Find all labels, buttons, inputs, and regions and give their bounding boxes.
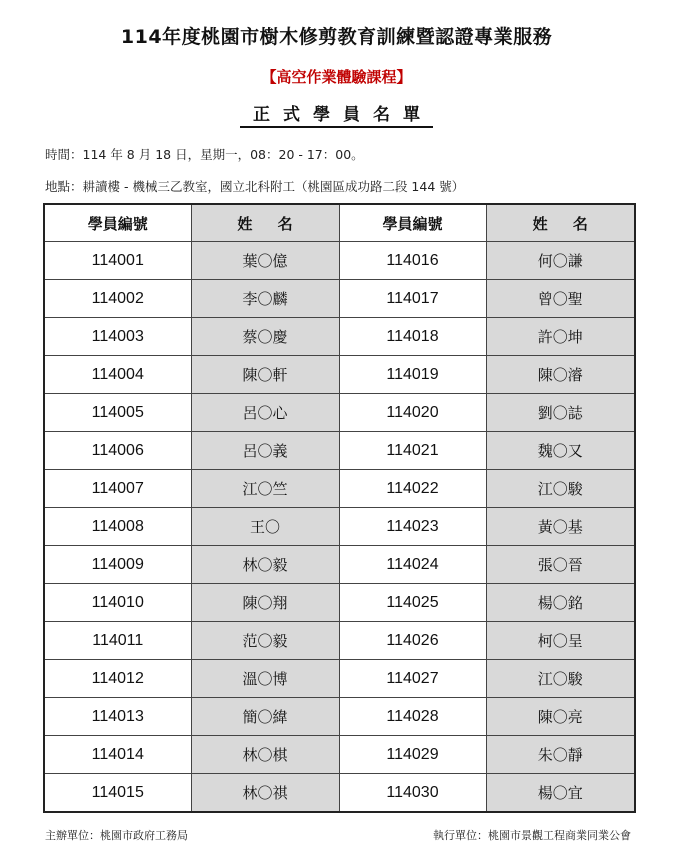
student-name-cell: 江〇駿	[486, 660, 635, 698]
table-header-row	[44, 204, 635, 242]
table-row	[44, 546, 635, 584]
student-id-cell: 114026	[339, 622, 486, 660]
student-name-cell: 江〇駿	[486, 470, 635, 508]
student-name-cell: 魏〇又	[486, 432, 635, 470]
student-id-cell: 114024	[339, 546, 486, 584]
student-id-cell: 114015	[44, 774, 191, 813]
document-title: 114年度桃園市樹木修剪教育訓練暨認證專業服務	[120, 26, 553, 48]
table-row	[44, 660, 635, 698]
student-id-cell: 114016	[339, 242, 486, 280]
student-id-cell: 114014	[44, 736, 191, 774]
student-id-cell: 114004	[44, 356, 191, 394]
student-id-cell: 114006	[44, 432, 191, 470]
table-row	[44, 394, 635, 432]
student-name-cell: 楊〇銘	[486, 584, 635, 622]
student-name-cell: 陳〇翔	[191, 584, 339, 622]
student-name-cell: 呂〇義	[191, 432, 339, 470]
student-name-cell: 許〇坤	[486, 318, 635, 356]
table-row	[44, 356, 635, 394]
table-row	[44, 432, 635, 470]
header-student-id-right: 學員編號	[339, 204, 486, 242]
table-row	[44, 698, 635, 736]
student-name-cell: 陳〇亮	[486, 698, 635, 736]
student-id-cell: 114008	[44, 508, 191, 546]
student-name-cell: 葉〇億	[191, 242, 339, 280]
table-row	[44, 318, 635, 356]
student-id-cell: 114007	[44, 470, 191, 508]
student-id-cell: 114013	[44, 698, 191, 736]
student-id-cell: 114009	[44, 546, 191, 584]
student-id-cell: 114018	[339, 318, 486, 356]
roster-body	[44, 242, 635, 813]
student-name-cell: 江〇竺	[191, 470, 339, 508]
student-name-cell: 范〇毅	[191, 622, 339, 660]
student-name-cell: 林〇毅	[191, 546, 339, 584]
roster-heading-text: 正式學員名單	[240, 104, 433, 128]
student-id-cell: 114030	[339, 774, 486, 813]
student-id-cell: 114021	[339, 432, 486, 470]
student-id-cell: 114010	[44, 584, 191, 622]
student-id-cell: 114005	[44, 394, 191, 432]
student-name-cell: 楊〇宜	[486, 774, 635, 813]
header-name-right: 姓 名	[486, 204, 635, 242]
student-name-cell: 溫〇博	[191, 660, 339, 698]
student-name-cell: 黃〇基	[486, 508, 635, 546]
header-name-left: 姓 名	[191, 204, 339, 242]
student-name-cell: 林〇祺	[191, 774, 339, 813]
table-row	[44, 736, 635, 774]
student-name-cell: 劉〇誌	[486, 394, 635, 432]
student-id-cell: 114003	[44, 318, 191, 356]
student-name-cell: 張〇晉	[486, 546, 635, 584]
student-id-cell: 114002	[44, 280, 191, 318]
student-id-cell: 114027	[339, 660, 486, 698]
table-row	[44, 470, 635, 508]
roster-heading	[0, 104, 673, 128]
student-name-cell: 陳〇濬	[486, 356, 635, 394]
roster-table	[43, 203, 636, 813]
student-id-cell: 114001	[44, 242, 191, 280]
student-name-cell: 林〇棋	[191, 736, 339, 774]
course-subtitle: 【高空作業體驗課程】	[261, 68, 412, 86]
time-line: 時間：114 年 8 月 18 日，星期一，08：20 - 17：00。	[45, 147, 364, 162]
student-id-cell: 114011	[44, 622, 191, 660]
table-row	[44, 774, 635, 813]
student-id-cell: 114012	[44, 660, 191, 698]
student-name-cell: 何〇謙	[486, 242, 635, 280]
student-id-cell: 114025	[339, 584, 486, 622]
student-name-cell: 呂〇心	[191, 394, 339, 432]
student-id-cell: 114020	[339, 394, 486, 432]
table-row	[44, 242, 635, 280]
student-id-cell: 114023	[339, 508, 486, 546]
table-row	[44, 622, 635, 660]
table-row	[44, 584, 635, 622]
organizer-note: 主辦單位：桃園市政府工務局	[45, 829, 188, 842]
student-id-cell: 114028	[339, 698, 486, 736]
place-line: 地點：耕讀樓 - 機械三乙教室，國立北科附工（桃園區成功路二段 144 號）	[45, 179, 465, 194]
student-name-cell: 朱〇靜	[486, 736, 635, 774]
table-row	[44, 280, 635, 318]
student-name-cell: 曾〇聖	[486, 280, 635, 318]
executor-note: 執行單位：桃園市景觀工程商業同業公會	[433, 829, 631, 842]
student-name-cell: 李〇麟	[191, 280, 339, 318]
student-id-cell: 114022	[339, 470, 486, 508]
table-row	[44, 508, 635, 546]
header-student-id-left: 學員編號	[44, 204, 191, 242]
student-name-cell: 陳〇軒	[191, 356, 339, 394]
student-name-cell: 簡〇緯	[191, 698, 339, 736]
student-name-cell: 柯〇呈	[486, 622, 635, 660]
student-id-cell: 114029	[339, 736, 486, 774]
student-id-cell: 114017	[339, 280, 486, 318]
student-name-cell: 王〇	[191, 508, 339, 546]
student-name-cell: 蔡〇慶	[191, 318, 339, 356]
student-id-cell: 114019	[339, 356, 486, 394]
